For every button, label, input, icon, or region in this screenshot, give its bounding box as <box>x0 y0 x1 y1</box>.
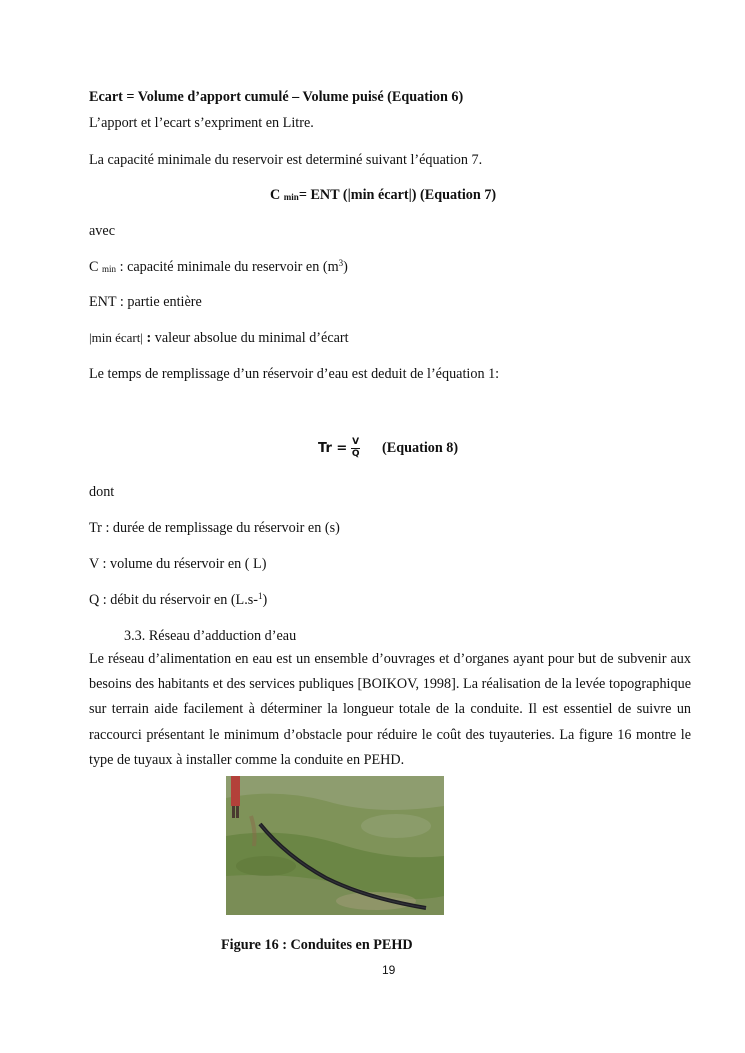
abs-colon: : <box>142 330 155 346</box>
abs-text: valeur absolue du minimal d’écart <box>154 330 349 346</box>
page-number: 19 <box>382 963 396 977</box>
abs-definition <box>89 329 349 347</box>
apport-ecart-units: L’apport et l’ecart s’expriment en Litre. <box>89 115 314 131</box>
q-end: ) <box>262 592 268 608</box>
capacite-minimale-intro: La capacité minimale du reservoir est determiné suivant l’équation 7. <box>89 152 483 168</box>
equation-7 <box>270 186 496 206</box>
cmin-end: ) <box>343 259 348 275</box>
eq8-denominator: Q <box>351 449 360 460</box>
eq7-rest: = ENT (|min écart|) (Equation 7) <box>298 187 497 203</box>
eq8-label: (Equation 8) <box>382 440 459 456</box>
q-sup: 1 <box>258 591 263 601</box>
cmin-sub: min <box>102 264 117 274</box>
ent-definition: ENT : partie entière <box>89 294 202 310</box>
temps-remplissage-intro: Le temps de remplissage d’un réservoir d’eau est deduit de l’équation 1: <box>89 366 500 382</box>
q-text: Q : débit du réservoir en (L.s- <box>89 592 259 608</box>
abs-term: |min écart| <box>89 330 143 345</box>
eq8-numerator: V <box>352 437 360 448</box>
cmin-text: : capacité minimale du reservoir en (m <box>116 259 339 275</box>
pehd-pipe-photo <box>226 776 444 915</box>
eq7-c: C <box>270 187 281 203</box>
pehd-pipe-illustration <box>226 776 444 915</box>
figure-caption: Figure 16 : Conduites en PEHD <box>221 937 413 953</box>
equation-6-line: Ecart = Volume d’apport cumulé – Volume puisé (Equation 6) <box>89 89 464 105</box>
adduction-paragraph: Le réseau d’alimentation en eau est un ensemble d’ouvrages et d’organes ayant pour but de subvenir aux besoins des habitants et des services publiques [BOIKOV, 1998]. La réalisation de la levée topographique sur terrain aide facilement à déterminer la longueur totale de la conduite. Il est essentiel de suivre un raccourci présentant le minimum d’obstacle pour réduire le coût des tuyauteries. La figure 16 montre le type de tuyaux à installer comme la conduite en PEHD. <box>89 651 691 768</box>
avec-label: avec <box>89 223 115 239</box>
section-heading: 3.3. Réseau d’adduction d’eau <box>124 628 297 644</box>
equation-8 <box>318 434 458 463</box>
dont-label: dont <box>89 484 115 500</box>
tr-definition: Tr : durée de remplissage du réservoir en (s) <box>89 520 340 536</box>
cmin-definition <box>89 258 348 278</box>
eq7-sub: min <box>283 192 299 202</box>
cmin-c: C <box>89 259 99 275</box>
q-definition <box>89 591 267 609</box>
eq8-lhs: Tr = <box>318 441 348 456</box>
cmin-sup: 3 <box>338 258 344 268</box>
v-definition: V : volume du réservoir en ( L) <box>89 556 267 572</box>
eq8-fraction <box>351 437 361 460</box>
